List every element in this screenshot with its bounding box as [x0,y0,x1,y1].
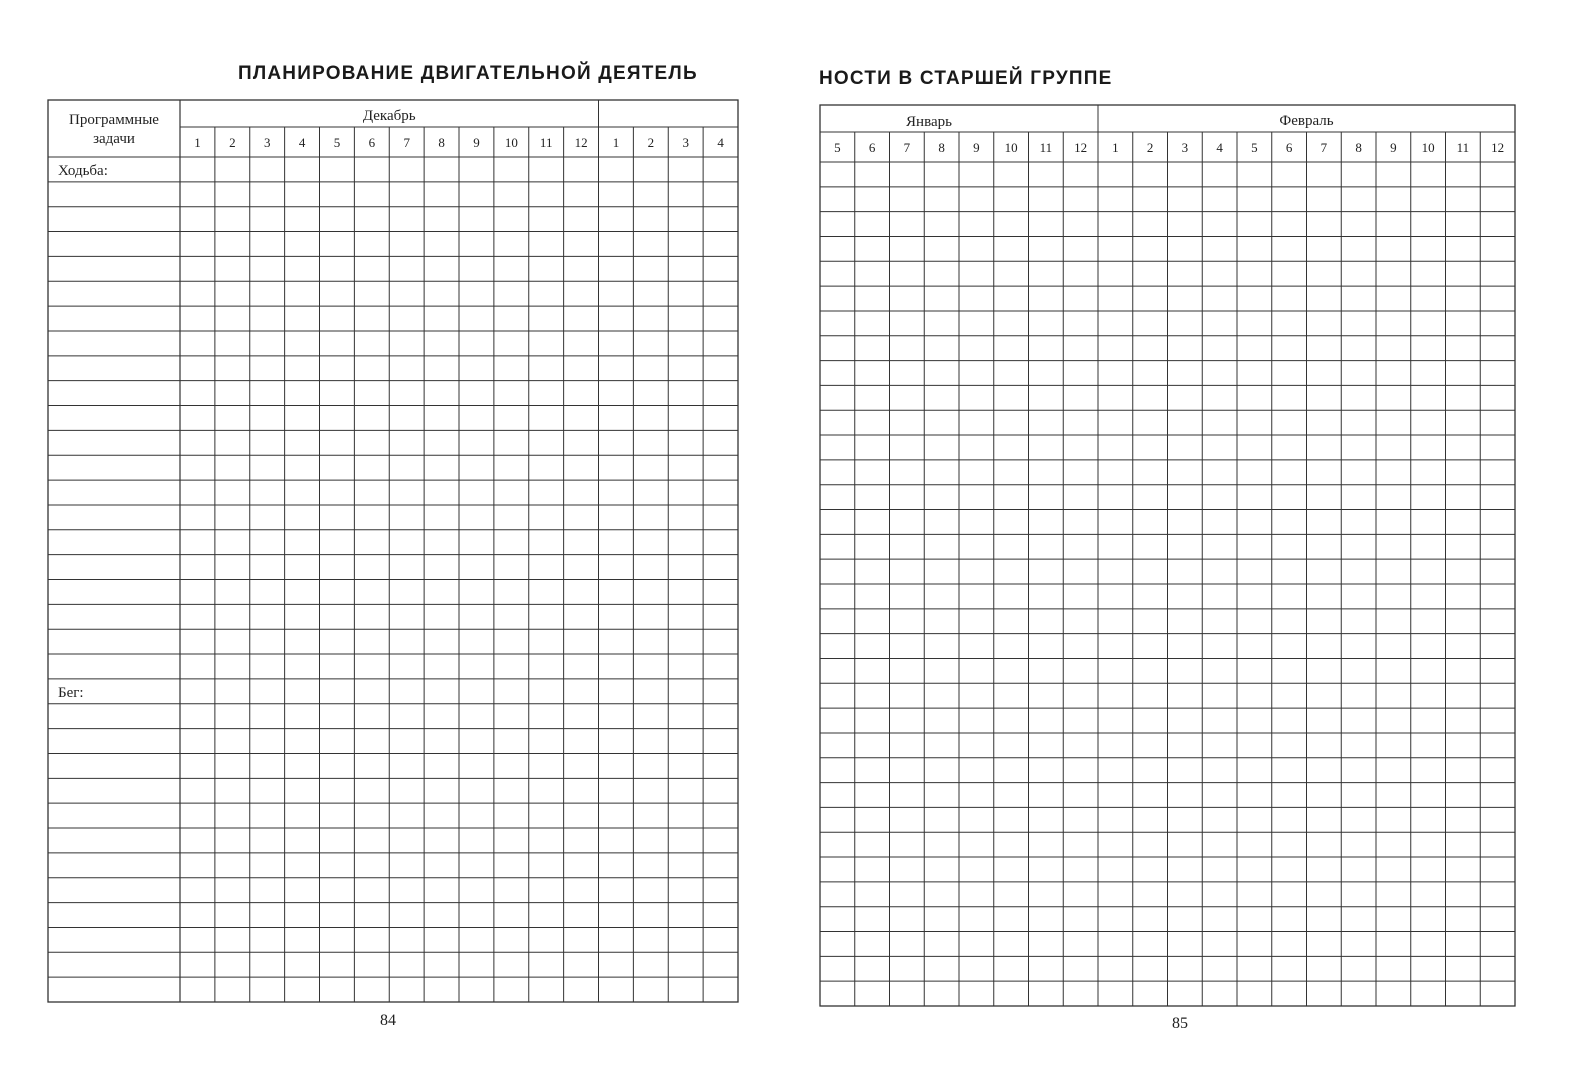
day-number: 1 [612,135,620,150]
month-label-december: Декабрь [362,108,416,124]
day-number: 3 [263,135,271,150]
day-number: 7 [903,140,911,155]
day-number: 12 [574,135,588,150]
day-number: 9 [1390,140,1397,155]
day-number: 11 [1039,140,1053,155]
month-label-february: Февраль [1279,113,1334,129]
day-number: 5 [834,140,841,155]
day-number: 1 [194,135,201,150]
day-number: 3 [1181,140,1189,155]
day-number: 7 [403,135,410,150]
day-number: 10 [1421,140,1435,155]
day-number: 9 [473,135,480,150]
day-number: 12 [1491,140,1505,155]
planning-table-right [795,0,1587,1080]
day-number: 12 [1074,140,1088,155]
day-number: 4 [298,135,306,150]
task-column-header-line2: задачи [93,131,135,147]
right-page [795,0,1587,1080]
page-number-left: 84 [380,1012,396,1029]
day-number: 6 [868,140,876,155]
day-number: 10 [504,135,518,150]
day-number: 8 [438,135,445,150]
day-number: 9 [973,140,980,155]
task-column-header-line1: Программные [69,112,159,128]
day-number: 10 [1004,140,1018,155]
day-number: 11 [539,135,553,150]
day-number: 7 [1320,140,1328,155]
page-number-right: 85 [1172,1015,1188,1032]
day-number: 5 [1251,140,1258,155]
row-section-label: Бег: [58,684,84,701]
day-number: 2 [229,135,236,150]
planning-table-left [0,0,790,1080]
day-number: 1 [1112,140,1119,155]
day-number: 4 [1216,140,1223,155]
day-number: 8 [1355,140,1362,155]
month-label-january: Январь [906,114,952,130]
day-number: 2 [647,135,655,150]
day-number: 4 [717,135,724,150]
day-number: 6 [368,135,376,150]
day-number: 11 [1456,140,1470,155]
page-title-left: ПЛАНИРОВАНИЕ ДВИГАТЕЛЬНОЙ ДЕЯТЕЛЬ [238,63,698,84]
row-section-label: Ходьба: [58,163,108,179]
left-page [0,0,790,1080]
table-frame [48,100,738,1002]
day-number: 2 [1146,140,1154,155]
day-number: 5 [333,135,341,150]
page-title-right: НОСТИ В СТАРШЕЙ ГРУППЕ [819,68,1113,89]
day-number: 6 [1285,140,1293,155]
day-number: 3 [682,135,689,150]
day-number: 8 [938,140,945,155]
